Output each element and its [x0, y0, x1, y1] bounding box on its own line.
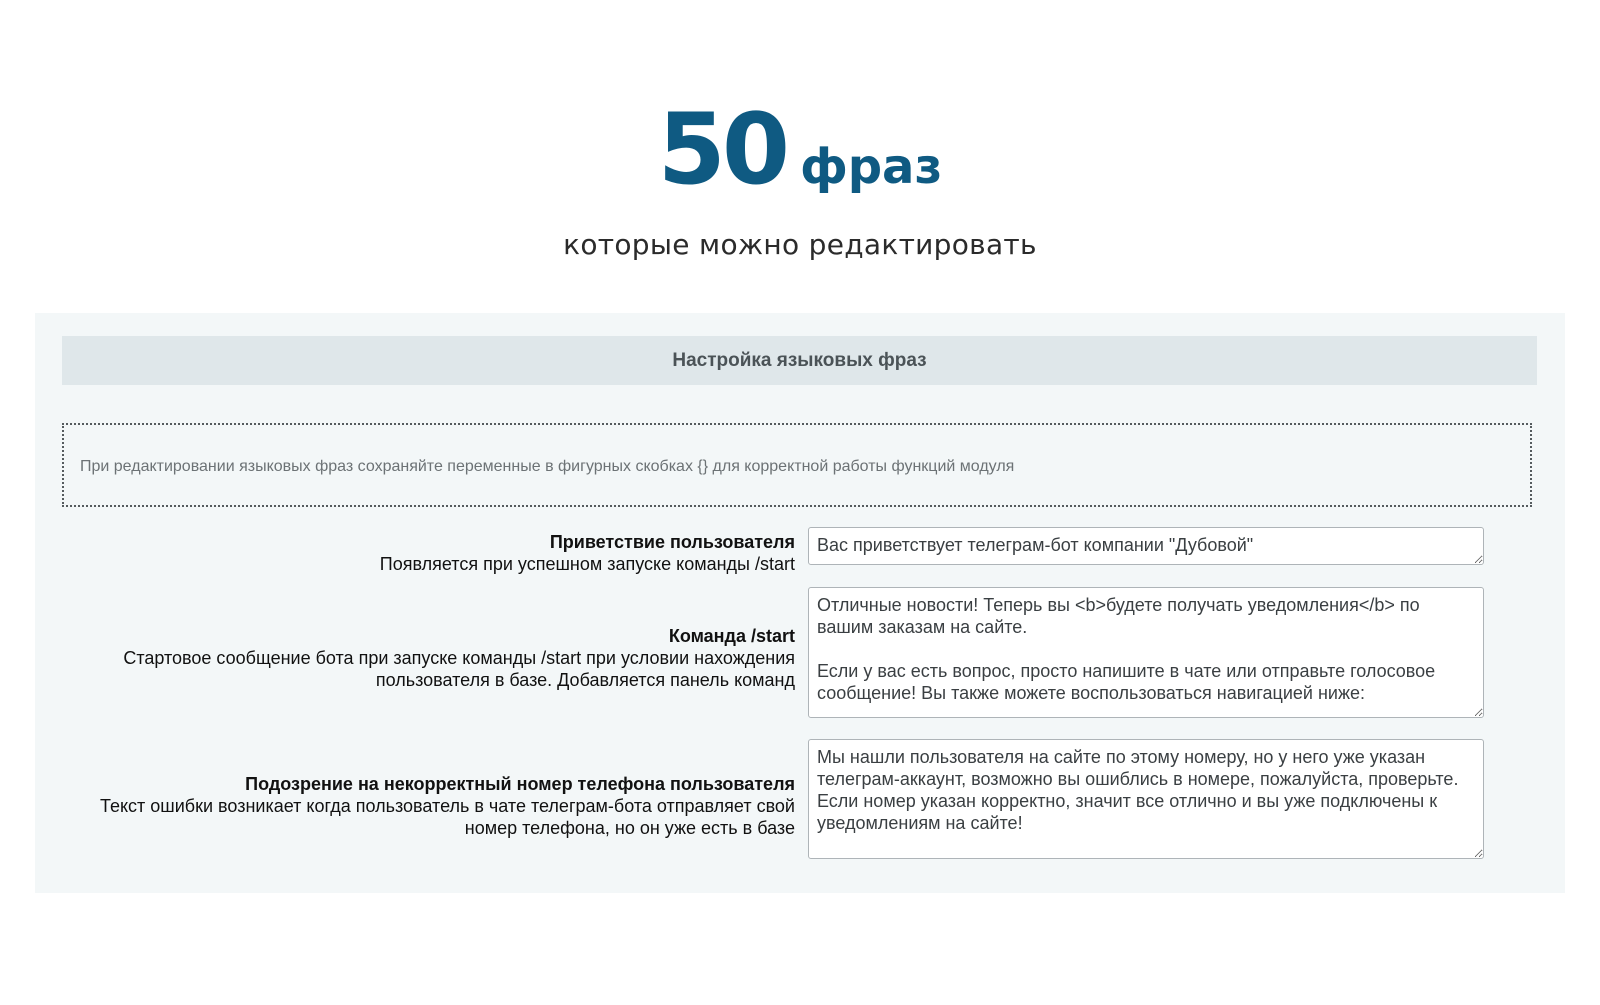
- hero-title: [657, 93, 943, 217]
- phrase-title: Приветствие пользователя: [549, 532, 795, 552]
- phrase-label: [65, 625, 795, 691]
- phrase-description: Стартовое сообщение бота при запуске команды /start при условии нахождения пользователя в базе. Добавляется панель команд: [123, 648, 795, 690]
- phrase-description: Текст ошибки возникает когда пользователь в чате телеграм-бота отправляет свой номер телефона, но он уже есть в базе: [99, 796, 795, 838]
- phrase-title: Подозрение на некорректный номер телефона пользователя: [245, 774, 795, 794]
- phrases-settings-panel: [35, 313, 1565, 893]
- hero-word: фраз: [800, 139, 943, 195]
- hero-number: 50: [657, 93, 787, 207]
- hero-subtitle: которые можно редактировать: [563, 228, 1037, 261]
- phrase-textarea-start-command[interactable]: [808, 587, 1484, 718]
- hero-heading: [0, 93, 1600, 217]
- notice-box: При редактировании языковых фраз сохраняйте переменные в фигурных скобках {} для корректной работы функций модуля: [62, 423, 1532, 507]
- phrase-textarea-phone-suspicion[interactable]: [808, 739, 1484, 859]
- phrase-description: Появляется при успешном запуске команды /start: [379, 554, 795, 574]
- panel-header: Настройка языковых фраз: [62, 336, 1537, 385]
- phrase-label: [65, 531, 795, 575]
- phrase-textarea-greeting[interactable]: [808, 527, 1484, 565]
- phrase-label: [65, 773, 795, 839]
- phrase-title: Команда /start: [668, 626, 795, 646]
